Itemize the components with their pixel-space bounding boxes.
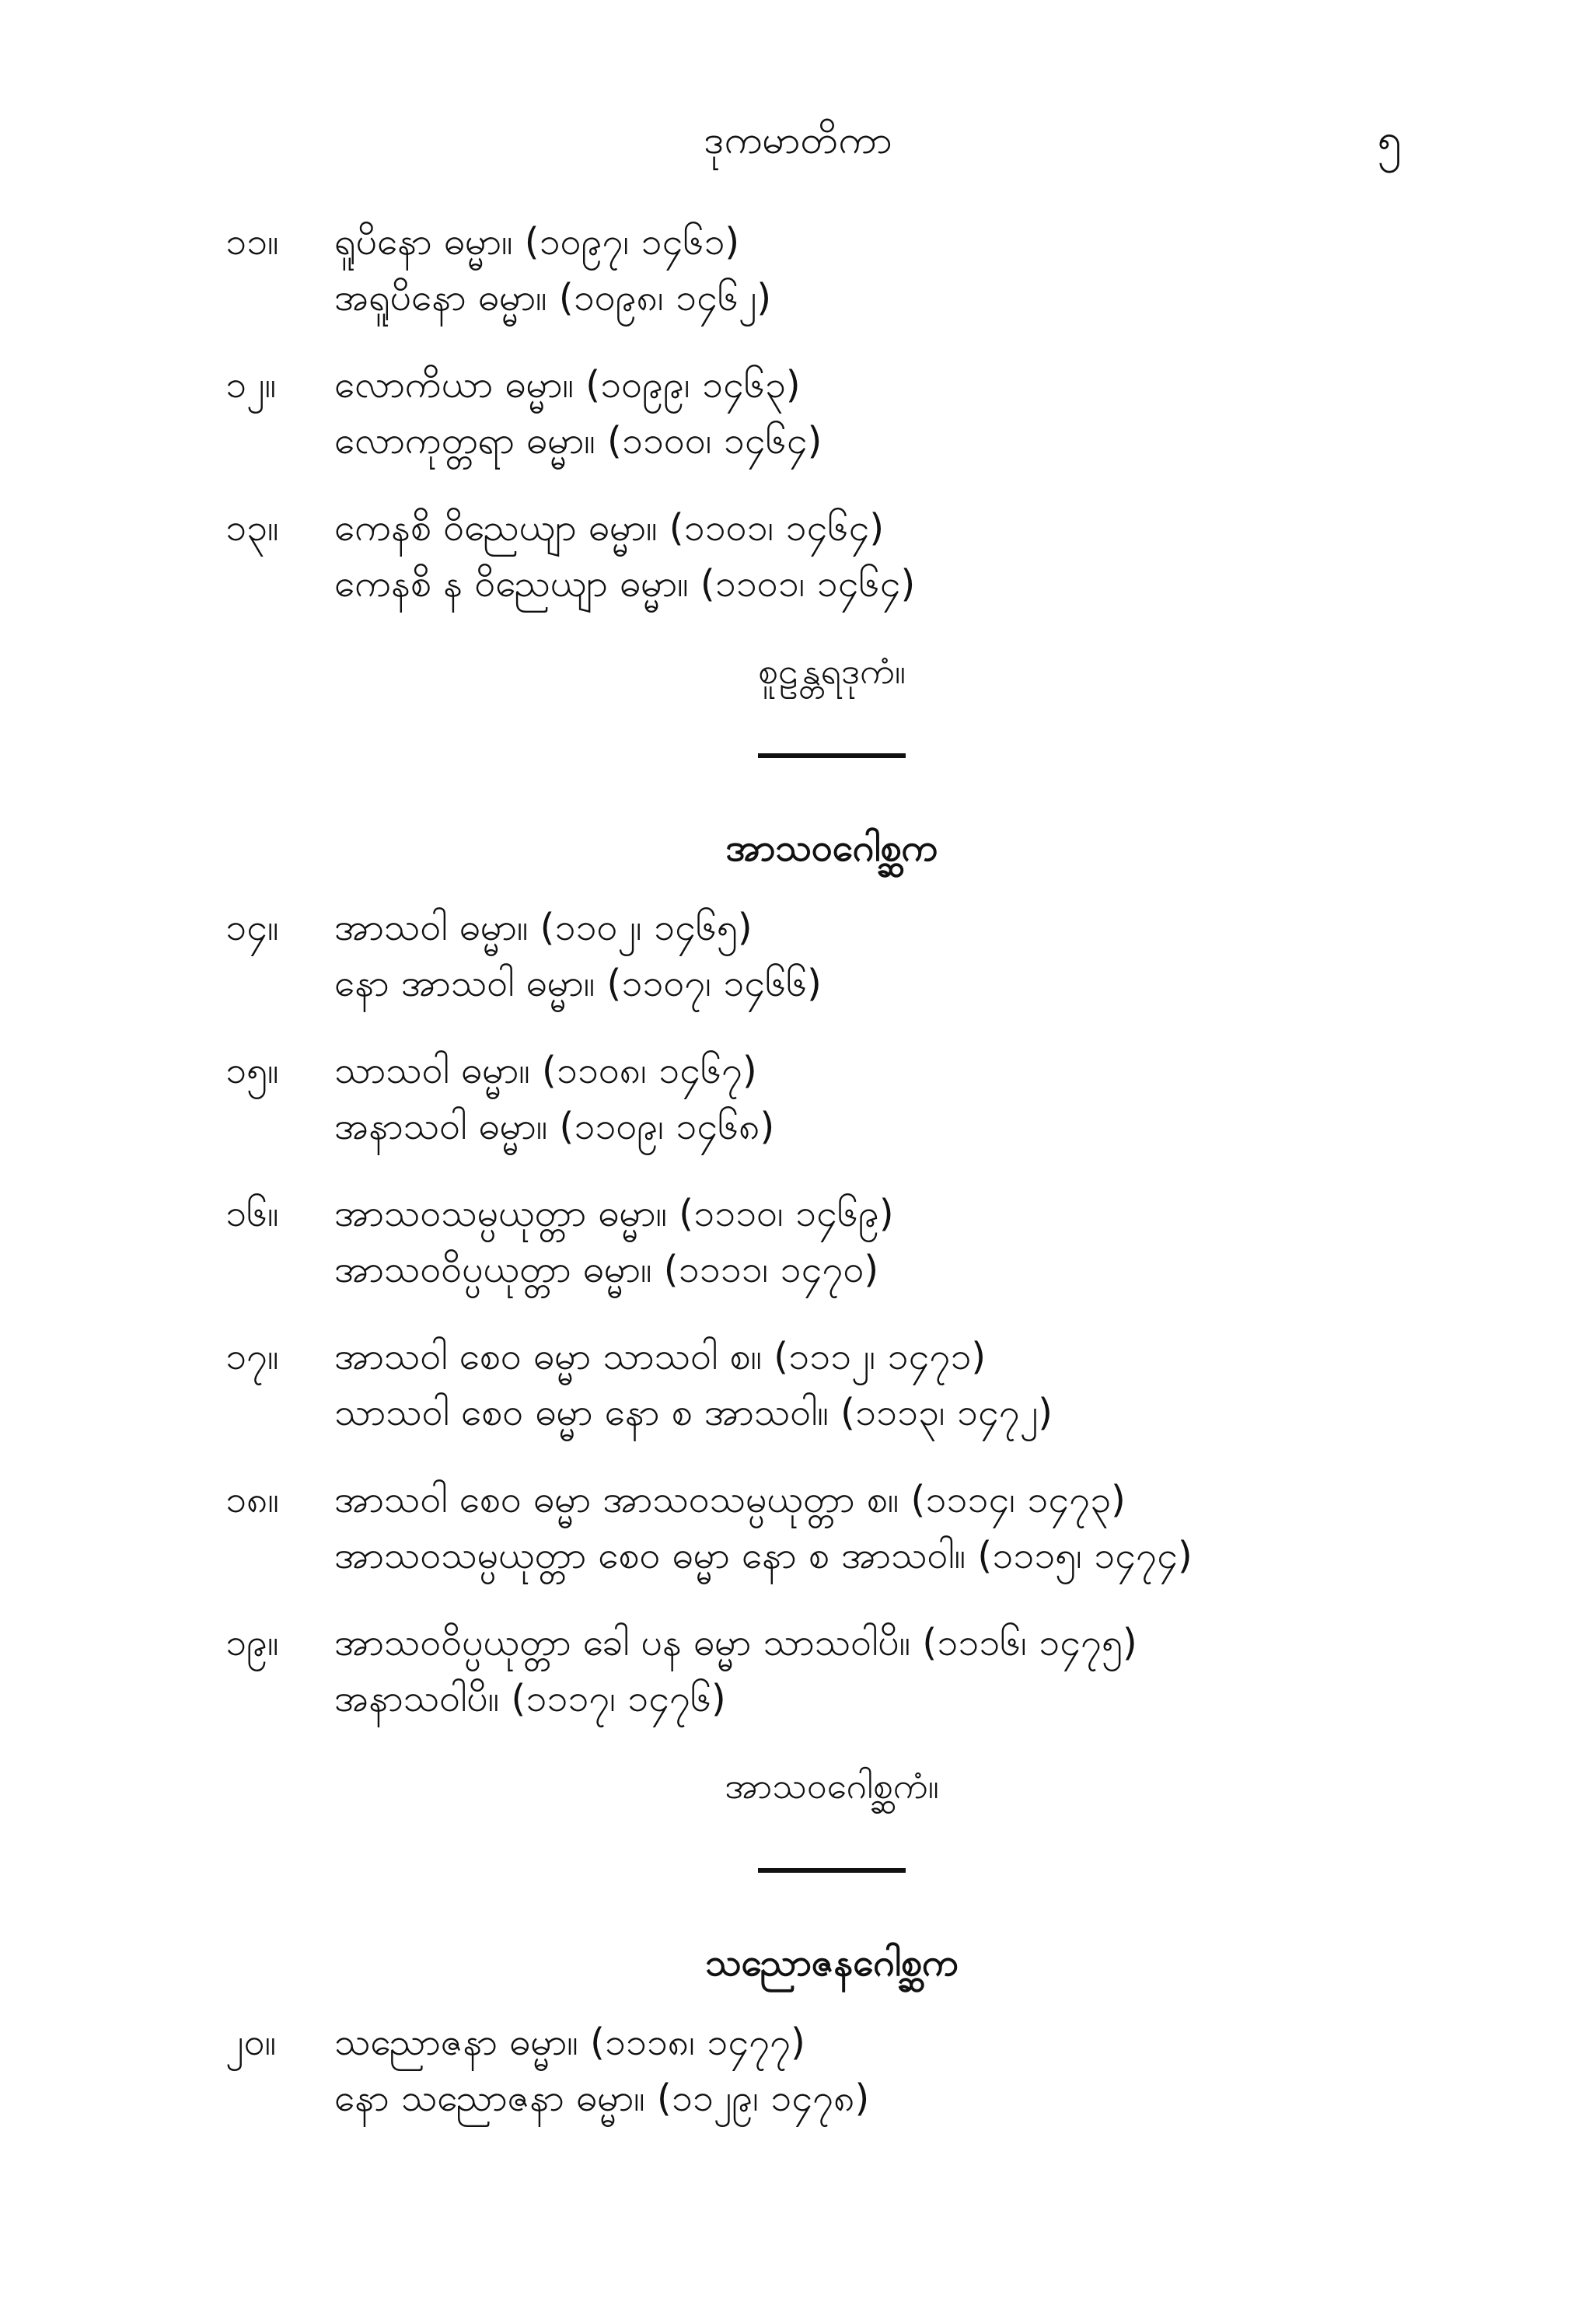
section-culantara bbox=[225, 214, 1438, 699]
entry-line: သညောဇနာ ဓမ္မာ။ (၁၁၁၈၊ ၁၄၇၇) bbox=[334, 2020, 805, 2064]
entry-line: လောကုတ္တရာ ဓမ္မာ။ (၁၁၀၀၊ ၁၄၆၄) bbox=[334, 419, 822, 463]
entry-line: အရူပိနော ဓမ္မာ။ (၁၀၉၈၊ ၁၄၆၂) bbox=[334, 276, 772, 320]
entry-line: အာသဝသမ္ပယုတ္တာ စေဝ ဓမ္မာ နော စ အာသဝါ။ (၁၁၁၅၊ ၁၄၇၄) bbox=[334, 1534, 1193, 1577]
entry-number: ၁၉။ bbox=[225, 1621, 279, 1664]
list-item bbox=[225, 899, 1438, 1011]
list-item bbox=[225, 500, 1438, 612]
entry-number: ၁၇။ bbox=[225, 1335, 279, 1378]
entry-number: ၁၁။ bbox=[225, 220, 279, 264]
chapter-end-label: အာသဝဂေါစ္ဆကံ။ bbox=[725, 1765, 939, 1807]
list-item bbox=[225, 1472, 1438, 1584]
entry-line: အာသဝသမ္ပယုတ္တာ ဓမ္မာ။ (၁၁၁၀၊ ၁၄၆၉) bbox=[334, 1192, 894, 1235]
running-title: ဒုကမာတိကာ bbox=[704, 117, 892, 162]
entry-line: အာသဝါ စေဝ ဓမ္မာ သာသဝါ စ။ (၁၁၁၂၊ ၁၄၇၁) bbox=[334, 1335, 987, 1378]
section-asava bbox=[225, 820, 1438, 1814]
entry-line: အနာသဝါ ဓမ္မာ။ (၁၁၀၉၊ ၁၄၆၈) bbox=[334, 1105, 775, 1148]
entry-number: ၂၀။ bbox=[225, 2020, 277, 2064]
chapter-title: အာသဝဂေါစ္ဆက bbox=[725, 826, 938, 870]
entry-line: အနာသဝါပိ။ (၁၁၁၇၊ ၁၄၇၆) bbox=[334, 1677, 726, 1720]
entry-line: သာသဝါ စေဝ ဓမ္မာ နော စ အာသဝါ။ (၁၁၁၃၊ ၁၄၇၂) bbox=[334, 1391, 1053, 1434]
entry-number: ၁၄။ bbox=[225, 906, 279, 949]
section-sanyojana bbox=[225, 1935, 1438, 2126]
entry-number: ၁၈။ bbox=[225, 1478, 279, 1521]
entry-line: အာသဝဝိပ္ပယုတ္တာ ဓမ္မာ။ (၁၁၁၁၊ ၁၄၇၀) bbox=[334, 1248, 879, 1291]
list-item bbox=[225, 1329, 1438, 1441]
entry-line: ရူပိနော ဓမ္မာ။ (၁၀၉၇၊ ၁၄၆၁) bbox=[334, 220, 740, 264]
list-item bbox=[225, 1043, 1438, 1154]
chapter-title: သညောဇနဂေါစ္ဆက bbox=[705, 1941, 959, 1985]
entry-number: ၁၂။ bbox=[225, 363, 277, 407]
entry-number: ၁၃။ bbox=[225, 506, 279, 550]
page-content bbox=[225, 214, 1438, 2157]
entry-line: ကေနစိ န ဝိညေယျာ ဓမ္မာ။ (၁၁၀၁၊ ၁၄၆၄) bbox=[334, 562, 916, 606]
list-item bbox=[225, 1186, 1438, 1297]
entry-line: ကေနစိ ဝိညေယျာ ဓမ္မာ။ (၁၁၀၁၊ ၁၄၆၄) bbox=[334, 506, 885, 550]
page-header bbox=[0, 109, 1596, 171]
entry-number: ၁၆။ bbox=[225, 1192, 279, 1235]
entry-line: လောကိယာ ဓမ္မာ။ (၁၀၉၉၊ ၁၄၆၃) bbox=[334, 363, 801, 407]
entry-line: အာသဝဝိပ္ပယုတ္တာ ခေါ ပန ဓမ္မာ သာသဝါပိ။ (၁၁၁၆၊ ၁၄၇၅) bbox=[334, 1621, 1137, 1664]
entry-number: ၁၅။ bbox=[225, 1049, 279, 1092]
section-divider bbox=[758, 1868, 906, 1873]
section-divider bbox=[758, 753, 906, 758]
entry-line: နော သညောဇနာ ဓမ္မာ။ (၁၁၂၉၊ ၁၄၇၈) bbox=[334, 2076, 870, 2120]
list-item bbox=[225, 2014, 1438, 2126]
list-item bbox=[225, 214, 1438, 326]
list-item bbox=[225, 357, 1438, 469]
entry-line: အာသဝါ စေဝ ဓမ္မာ အာသဝသမ္ပယုတ္တာ စ။ (၁၁၁၄၊ ၁၄၇၃) bbox=[334, 1478, 1126, 1521]
chapter-end-label: စူဠန္တရဒုကံ။ bbox=[758, 650, 906, 692]
page-number: ၅ bbox=[1377, 114, 1402, 165]
entry-line: သာသဝါ ဓမ္မာ။ (၁၁၀၈၊ ၁၄၆၇) bbox=[334, 1049, 757, 1092]
list-item bbox=[225, 1615, 1438, 1727]
entry-line: နော အာသဝါ ဓမ္မာ။ (၁၁၀၇၊ ၁၄၆၆) bbox=[334, 962, 822, 1005]
entry-line: အာသဝါ ဓမ္မာ။ (၁၁၀၂၊ ၁၄၆၅) bbox=[334, 906, 753, 949]
